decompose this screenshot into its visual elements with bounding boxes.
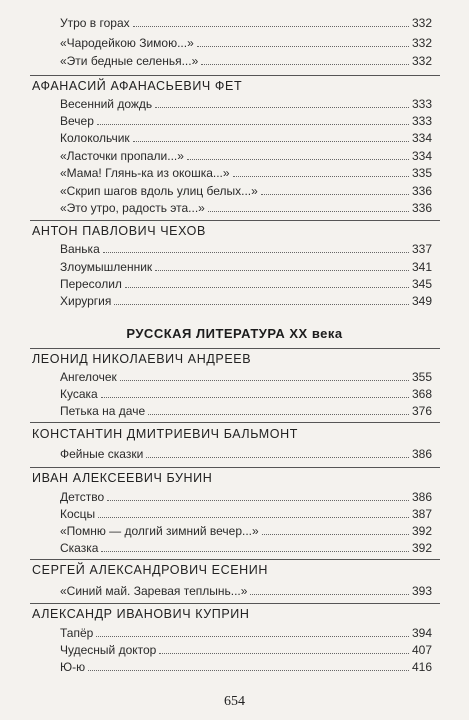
dot-leader	[103, 252, 409, 253]
toc-entry	[60, 447, 432, 461]
dot-leader	[146, 457, 409, 458]
toc-entry	[60, 524, 432, 538]
entry-page: 376	[411, 404, 432, 418]
entry-title: «Эти бедные селенья...»	[60, 54, 199, 68]
toc-entry	[60, 277, 432, 291]
entry-page: 392	[411, 541, 432, 555]
entry-page: 337	[411, 242, 432, 256]
dot-leader	[233, 176, 409, 177]
toc-entry	[60, 184, 432, 198]
dot-leader	[120, 380, 409, 381]
entry-title: Утро в горах	[60, 16, 130, 30]
entry-page: 368	[411, 387, 432, 401]
dot-leader	[155, 107, 409, 108]
author-heading: АФАНАСИЙ АФАНАСЬЕВИЧ ФЕТ	[32, 79, 243, 93]
entry-page: 333	[411, 97, 432, 111]
author-heading: ИВАН АЛЕКСЕЕВИЧ БУНИН	[32, 471, 213, 485]
entry-title: Петька на даче	[60, 404, 146, 418]
entry-page: 355	[411, 370, 432, 384]
dot-leader	[201, 64, 409, 65]
toc-entry	[60, 260, 432, 274]
toc-entry	[60, 166, 432, 180]
entry-page: 345	[411, 277, 432, 291]
section-heading: РУССКАЯ ЛИТЕРАТУРА XX века	[126, 326, 343, 341]
toc-entry	[60, 36, 432, 50]
toc-entry	[60, 404, 432, 418]
entry-title: Колокольчик	[60, 131, 130, 145]
dot-leader	[101, 397, 409, 398]
entry-title: «Мама! Глянь-ка из окошка...»	[60, 166, 230, 180]
toc-entry	[60, 294, 432, 308]
dot-leader	[155, 270, 409, 271]
dot-leader	[88, 670, 409, 671]
entry-title: «Это утро, радость эта...»	[60, 201, 205, 215]
dot-leader	[208, 211, 409, 212]
toc-entry	[60, 114, 432, 128]
toc-entry	[60, 242, 432, 256]
toc-entry	[60, 16, 432, 30]
dot-leader	[107, 500, 409, 501]
author-heading: ЛЕОНИД НИКОЛАЕВИЧ АНДРЕЕВ	[32, 352, 252, 366]
entry-page: 336	[411, 201, 432, 215]
entry-title: Чудесный доктор	[60, 643, 157, 657]
dot-leader	[197, 46, 409, 47]
entry-page: 416	[411, 660, 432, 674]
entry-title: Вечер	[60, 114, 94, 128]
dot-leader	[96, 636, 409, 637]
toc-entry	[60, 507, 432, 521]
entry-title: Ванька	[60, 242, 100, 256]
entry-page: 407	[411, 643, 432, 657]
entry-page: 386	[411, 447, 432, 461]
author-heading: АНТОН ПАВЛОВИЧ ЧЕХОВ	[32, 224, 206, 238]
page-number: 654	[224, 694, 245, 709]
author-heading: КОНСТАНТИН ДМИТРИЕВИЧ БАЛЬМОНТ	[32, 427, 298, 441]
dot-leader	[133, 141, 409, 142]
toc-entry	[60, 201, 432, 215]
entry-page: 332	[411, 16, 432, 30]
toc-entry	[60, 97, 432, 111]
toc-entry	[60, 370, 432, 384]
dot-leader	[133, 26, 409, 27]
dot-leader	[125, 287, 409, 288]
entry-title: Фейные сказки	[60, 447, 144, 461]
entry-title: «Ласточки пропали...»	[60, 149, 184, 163]
toc-entry	[60, 54, 432, 68]
entry-title: Ю-ю	[60, 660, 86, 674]
author-heading: СЕРГЕЙ АЛЕКСАНДРОВИЧ ЕСЕНИН	[32, 563, 268, 577]
entry-title: Хирургия	[60, 294, 112, 308]
entry-title: Кусака	[60, 387, 98, 401]
entry-title: «Чародейкою Зимою...»	[60, 36, 194, 50]
dot-leader	[250, 594, 409, 595]
entry-title: Злоумышленник	[60, 260, 153, 274]
entry-title: Пересолил	[60, 277, 122, 291]
section-divider	[30, 75, 440, 76]
toc-entry	[60, 541, 432, 555]
toc-entry	[60, 643, 432, 657]
dot-leader	[187, 159, 409, 160]
dot-leader	[262, 534, 409, 535]
toc-entry	[60, 660, 432, 674]
entry-title: Косцы	[60, 507, 96, 521]
entry-title: «Помню — долгий зимний вечер...»	[60, 524, 259, 538]
toc-entry	[60, 149, 432, 163]
entry-page: 392	[411, 524, 432, 538]
toc-entry	[60, 490, 432, 504]
entry-page: 332	[411, 36, 432, 50]
section-divider	[30, 467, 440, 468]
entry-page: 332	[411, 54, 432, 68]
entry-page: 335	[411, 166, 432, 180]
toc-entry	[60, 584, 432, 598]
entry-page: 334	[411, 131, 432, 145]
section-divider	[30, 559, 440, 560]
dot-leader	[98, 517, 409, 518]
section-divider	[30, 348, 440, 349]
dot-leader	[114, 304, 409, 305]
entry-title: «Синий май. Заревая теплынь...»	[60, 584, 248, 598]
author-heading: АЛЕКСАНДР ИВАНОВИЧ КУПРИН	[32, 607, 250, 621]
entry-page: 387	[411, 507, 432, 521]
entry-title: Ангелочек	[60, 370, 117, 384]
entry-page: 394	[411, 626, 432, 640]
entry-page: 341	[411, 260, 432, 274]
dot-leader	[148, 414, 409, 415]
entry-page: 336	[411, 184, 432, 198]
section-divider	[30, 603, 440, 604]
entry-title: «Скрип шагов вдоль улиц белых...»	[60, 184, 258, 198]
entry-title: Сказка	[60, 541, 99, 555]
toc-entry	[60, 131, 432, 145]
entry-page: 393	[411, 584, 432, 598]
section-divider	[30, 422, 440, 423]
toc-entry	[60, 387, 432, 401]
dot-leader	[101, 551, 409, 552]
dot-leader	[159, 653, 409, 654]
entry-page: 334	[411, 149, 432, 163]
toc-entry	[60, 626, 432, 640]
entry-page: 386	[411, 490, 432, 504]
entry-page: 333	[411, 114, 432, 128]
entry-title: Весенний дождь	[60, 97, 153, 111]
entry-page: 349	[411, 294, 432, 308]
entry-title: Тапёр	[60, 626, 94, 640]
dot-leader	[97, 124, 409, 125]
section-divider	[30, 220, 440, 221]
entry-title: Детство	[60, 490, 105, 504]
dot-leader	[261, 194, 409, 195]
